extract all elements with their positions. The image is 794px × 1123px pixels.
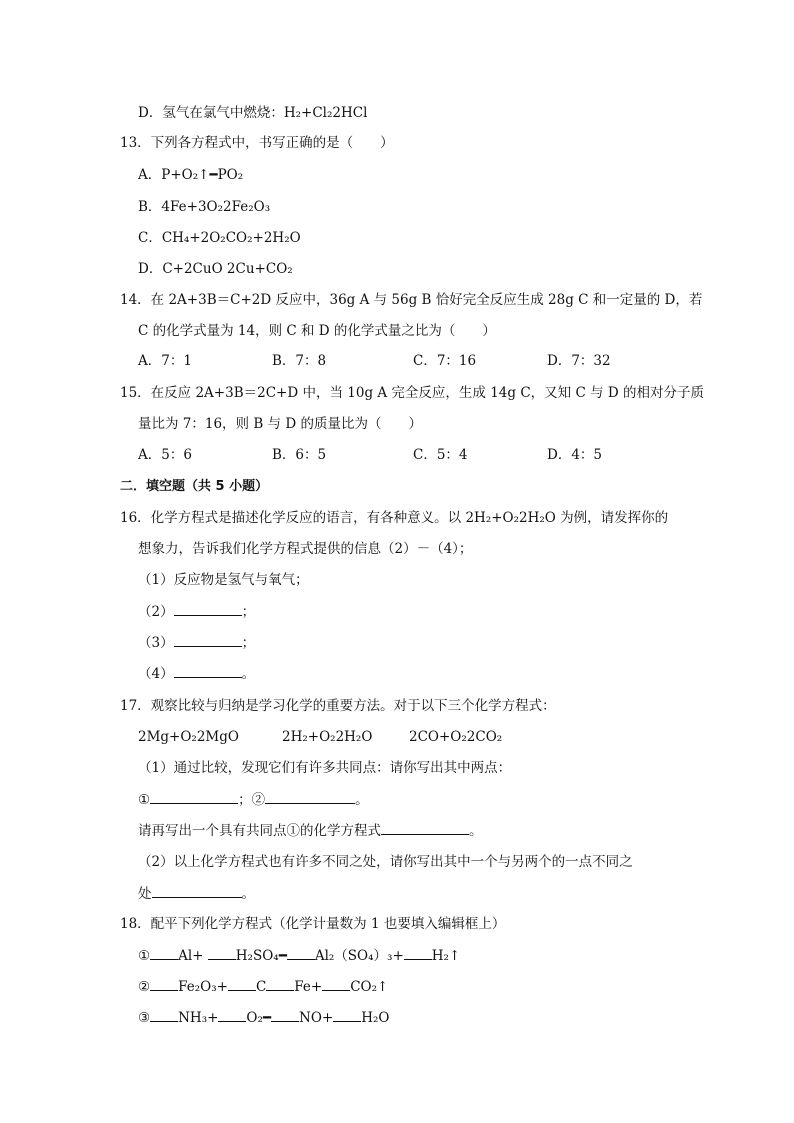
q16-item-1: （1）反应物是氢气与氧气； bbox=[138, 572, 309, 588]
q16-item-2-label: （2） bbox=[138, 604, 174, 620]
q16-answer-blank-4[interactable] bbox=[174, 664, 242, 678]
q17-circle-1: ① bbox=[138, 792, 151, 808]
q17-part1-answers bbox=[138, 790, 369, 809]
q18-eq1-term-3: Al₂（SO₄）₃+ bbox=[314, 948, 404, 964]
q17-equation-3: 2CO+O₂2CO₂ bbox=[409, 729, 503, 745]
q14-stem-line1: 14．在 2A+3B＝C+2D 反应中，36g A 与 56g B 恰好完全反应生成 28g C 和一定量的 D，若 bbox=[120, 292, 703, 308]
q17-part2-line2 bbox=[138, 884, 255, 903]
q16-stem-line1: 16．化学方程式是描述化学反应的语言，有各种意义。以 2H₂+O₂2H₂O 为例，请发挥你的 bbox=[120, 510, 669, 526]
q15-option-d: D．4：5 bbox=[547, 447, 603, 463]
q18-eq1-blank-1[interactable] bbox=[150, 946, 178, 960]
q15-option-c: C．5：4 bbox=[413, 447, 468, 463]
q14-option-d: D．7：32 bbox=[547, 353, 611, 369]
q18-eq1-term-1: Al+ bbox=[178, 948, 208, 964]
q18-eq3-term-1: NH₃+ bbox=[178, 1010, 219, 1026]
q18-eq1-blank-2[interactable] bbox=[208, 946, 236, 960]
q17-ask bbox=[138, 821, 483, 840]
q17-equation-1: 2Mg+O₂2MgO bbox=[138, 729, 239, 745]
q16-item-2 bbox=[138, 602, 255, 621]
q14-option-a: A．7：1 bbox=[138, 353, 192, 369]
q15-option-a: A．5：6 bbox=[138, 447, 192, 463]
q17-ask-punct: 。 bbox=[469, 823, 483, 839]
q18-eq3-blank-3[interactable] bbox=[271, 1008, 299, 1022]
q18-eq1-blank-3[interactable] bbox=[287, 946, 315, 960]
q17-ask-text: 请再写出一个具有共同点①的化学方程式 bbox=[138, 823, 381, 839]
q18-eq3-number: ③ bbox=[138, 1010, 151, 1026]
q13-option-b: B．4Fe+3O₂2Fe₂O₃ bbox=[138, 199, 271, 215]
q13-stem: 13．下列各方程式中，书写正确的是（ ） bbox=[120, 135, 394, 151]
q18-eq1-number: ① bbox=[138, 948, 151, 964]
q18-eq3-term-2: O₂━ bbox=[246, 1010, 272, 1026]
q18-eq2-blank-3[interactable] bbox=[266, 977, 294, 991]
q16-item-4-punct: 。 bbox=[241, 666, 256, 682]
q13-option-c: C．CH₄+2O₂CO₂+2H₂O bbox=[138, 230, 301, 246]
q18-eq3-term-4: H₂O bbox=[361, 1010, 390, 1026]
q16-answer-blank-3[interactable] bbox=[174, 633, 242, 647]
q17-answer-blank-1[interactable] bbox=[150, 790, 238, 804]
q14-option-b: B．7：8 bbox=[272, 353, 327, 369]
q15-option-b: B．6：5 bbox=[272, 447, 327, 463]
q18-eq3-blank-1[interactable] bbox=[150, 1008, 178, 1022]
q18-eq1-blank-4[interactable] bbox=[404, 946, 432, 960]
q12-option-d: D．氢气在氯气中燃烧：H₂+Cl₂2HCl bbox=[138, 105, 368, 121]
q16-item-4 bbox=[138, 664, 255, 683]
q14-option-c: C．7：16 bbox=[413, 353, 477, 369]
q17-equation-2: 2H₂+O₂2H₂O bbox=[282, 729, 373, 745]
section-title: 二．填空题（共 5 小题） bbox=[120, 479, 269, 494]
q15-stem-line2: 量比为 7：16，则 B 与 D 的质量比为（ ） bbox=[138, 416, 422, 432]
q18-eq3-blank-4[interactable] bbox=[333, 1008, 361, 1022]
q18-equation-1 bbox=[138, 946, 460, 965]
q17-part2-text: 处 bbox=[138, 886, 152, 902]
q18-equation-3 bbox=[138, 1008, 390, 1027]
q15-stem-line1: 15．在反应 2A+3B＝2C+D 中，当 10g A 完全反应，生成 14g C，又知 C 与 D 的相对分子质 bbox=[120, 385, 704, 401]
q18-eq2-blank-2[interactable] bbox=[228, 977, 256, 991]
q18-eq2-term-2: C bbox=[255, 979, 267, 995]
q17-end-punct: 。 bbox=[355, 792, 369, 808]
q16-item-3-label: （3） bbox=[138, 635, 174, 651]
q13-option-a: A．P+O₂↑━PO₂ bbox=[138, 167, 244, 183]
q17-part1: （1）通过比较，发现它们有许多共同点：请你写出其中两点： bbox=[138, 760, 512, 776]
q17-stem: 17．观察比较与归纳是学习化学的重要方法。对于以下三个化学方程式： bbox=[120, 698, 556, 714]
q18-eq2-blank-1[interactable] bbox=[150, 977, 178, 991]
q16-item-2-punct: ； bbox=[241, 604, 256, 620]
q17-answer-blank-3[interactable] bbox=[381, 821, 469, 835]
q18-eq2-term-1: Fe₂O₃+ bbox=[178, 979, 228, 995]
q17-separator: ； bbox=[238, 792, 252, 808]
q16-stem-line2: 想象力，告诉我们化学方程式提供的信息（2）－（4）； bbox=[138, 541, 473, 557]
q17-circle-2: ② bbox=[251, 792, 266, 808]
q18-eq2-term-4: CO₂↑ bbox=[350, 979, 389, 995]
q13-option-d: D．C+2CuO 2Cu+CO₂ bbox=[138, 261, 293, 277]
q18-eq1-term-2: H₂SO₄━ bbox=[235, 948, 287, 964]
q18-equation-2 bbox=[138, 977, 388, 996]
q17-part2-line1: （2）以上化学方程式也有许多不同之处，请你写出其中一个与另两个的一点不同之 bbox=[138, 854, 633, 870]
q17-part2-punct: 。 bbox=[241, 886, 255, 902]
q18-eq1-term-4: H₂↑ bbox=[431, 948, 461, 964]
q17-answer-blank-2[interactable] bbox=[265, 790, 355, 804]
q18-eq3-term-3: NO+ bbox=[299, 1010, 334, 1026]
q18-eq2-number: ② bbox=[138, 979, 151, 995]
q18-eq3-blank-2[interactable] bbox=[218, 1008, 246, 1022]
q16-item-3 bbox=[138, 633, 255, 652]
q18-eq2-term-3: Fe+ bbox=[294, 979, 323, 995]
q18-eq2-blank-4[interactable] bbox=[322, 977, 350, 991]
q16-item-3-punct: ； bbox=[241, 635, 256, 651]
q17-answer-blank-4[interactable] bbox=[152, 884, 242, 898]
q14-stem-line2: C 的化学式量为 14，则 C 和 D 的化学式量之比为（ ） bbox=[138, 323, 496, 339]
q18-stem: 18．配平下列化学方程式（化学计量数为 1 也要填入编辑框上） bbox=[120, 916, 506, 932]
q16-item-4-label: （4） bbox=[138, 666, 174, 682]
q16-answer-blank-2[interactable] bbox=[174, 602, 242, 616]
